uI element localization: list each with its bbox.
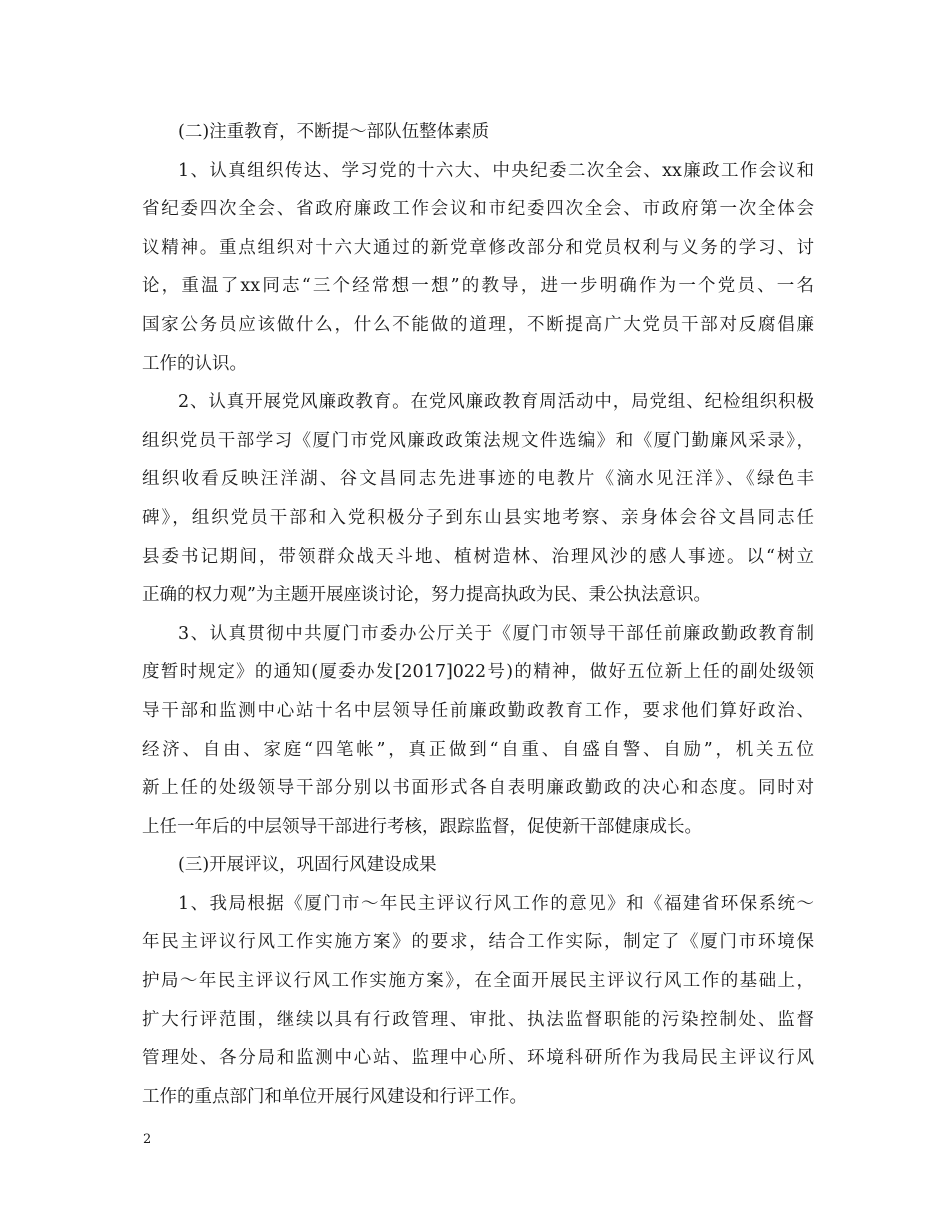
text-line: 县委书记期间，带领群众战天斗地、植树造林、治理风沙的感人事迹。以“树立 [142, 546, 814, 567]
text-line: (三)开展评议，巩固行风建设成果 [178, 855, 437, 876]
text-line: 1、我局根据《厦门市～年民主评议行风工作的意见》和《福建省环保系统～ [178, 893, 814, 914]
text-line: 1、认真组织传达、学习党的十六大、中央纪委二次全会、xx廉政工作会议和 [178, 160, 814, 181]
text-line: 议精神。重点组织对十六大通过的新党章修改部分和党员权利与义务的学习、讨 [142, 237, 814, 258]
text-line: 国家公务员应该做什么，什么不能做的道理，不断提高广大党员干部对反腐倡廉 [142, 314, 814, 335]
text-line: 度暂时规定》的通知(厦委办发[2017]022号)的精神，做好五位新上任的副处级领 [142, 662, 814, 683]
text-line: 2、认真开展党风廉政教育。在党风廉政教育周活动中，局党组、纪检组织积极 [178, 392, 814, 413]
text-line: 扩大行评范围，继续以具有行政管理、审批、执法监督职能的污染控制处、监督 [142, 1009, 814, 1030]
text-line: 组织收看反映汪洋湖、谷文昌同志先进事迹的电教片《滴水见汪洋》、《绿色丰 [142, 469, 814, 490]
text-line: 经济、自由、家庭“四笔帐”，真正做到“自重、自盛自警、自励”，机关五位 [142, 739, 814, 760]
text-line: 论，重温了xx同志“三个经常想一想”的教导，进一步明确作为一个党员、一名 [142, 276, 814, 297]
page-number: 2 [143, 1132, 152, 1147]
text-line: 正确的权力观”为主题开展座谈讨论，努力提高执政为民、秉公执法意识。 [142, 585, 711, 606]
text-line: 碑》，组织党员干部和入党积极分子到东山县实地考察、亲身体会谷文昌同志任 [142, 507, 814, 528]
text-line: 护局～年民主评议行风工作实施方案》，在全面开展民主评议行风工作的基础上， [142, 971, 814, 992]
text-line: 管理处、各分局和监测中心站、监理中心所、环境科研所作为我局民主评议行风 [142, 1048, 814, 1069]
text-line: 工作的重点部门和单位开展行风建设和行评工作。 [142, 1086, 527, 1107]
text-line: 导干部和监测中心站十名中层领导任前廉政勤政教育工作，要求他们算好政治、 [142, 700, 814, 721]
text-line: 省纪委四次全会、省政府廉政工作会议和市纪委四次全会、市政府第一次全体会 [142, 199, 814, 220]
text-line: 组织党员干部学习《厦门市党风廉政政策法规文件选编》和《厦门勤廉风采录》， [142, 430, 814, 451]
text-line: 年民主评议行风工作实施方案》的要求，结合工作实际，制定了《厦门市环境保 [142, 932, 814, 953]
text-line: 3、认真贯彻中共厦门市委办公厅关于《厦门市领导干部任前廉政勤政教育制 [178, 623, 814, 644]
text-line: (二)注重教育，不断提～部队伍整体素质 [178, 122, 490, 142]
text-line: 工作的认识。 [142, 353, 247, 374]
text-line: 新上任的处级领导干部分别以书面形式各自表明廉政勤政的决心和态度。同时对 [142, 778, 814, 799]
document-body [142, 113, 814, 1116]
text-line: 上任一年后的中层领导干部进行考核，跟踪监督，促使新干部健康成长。 [142, 816, 702, 837]
